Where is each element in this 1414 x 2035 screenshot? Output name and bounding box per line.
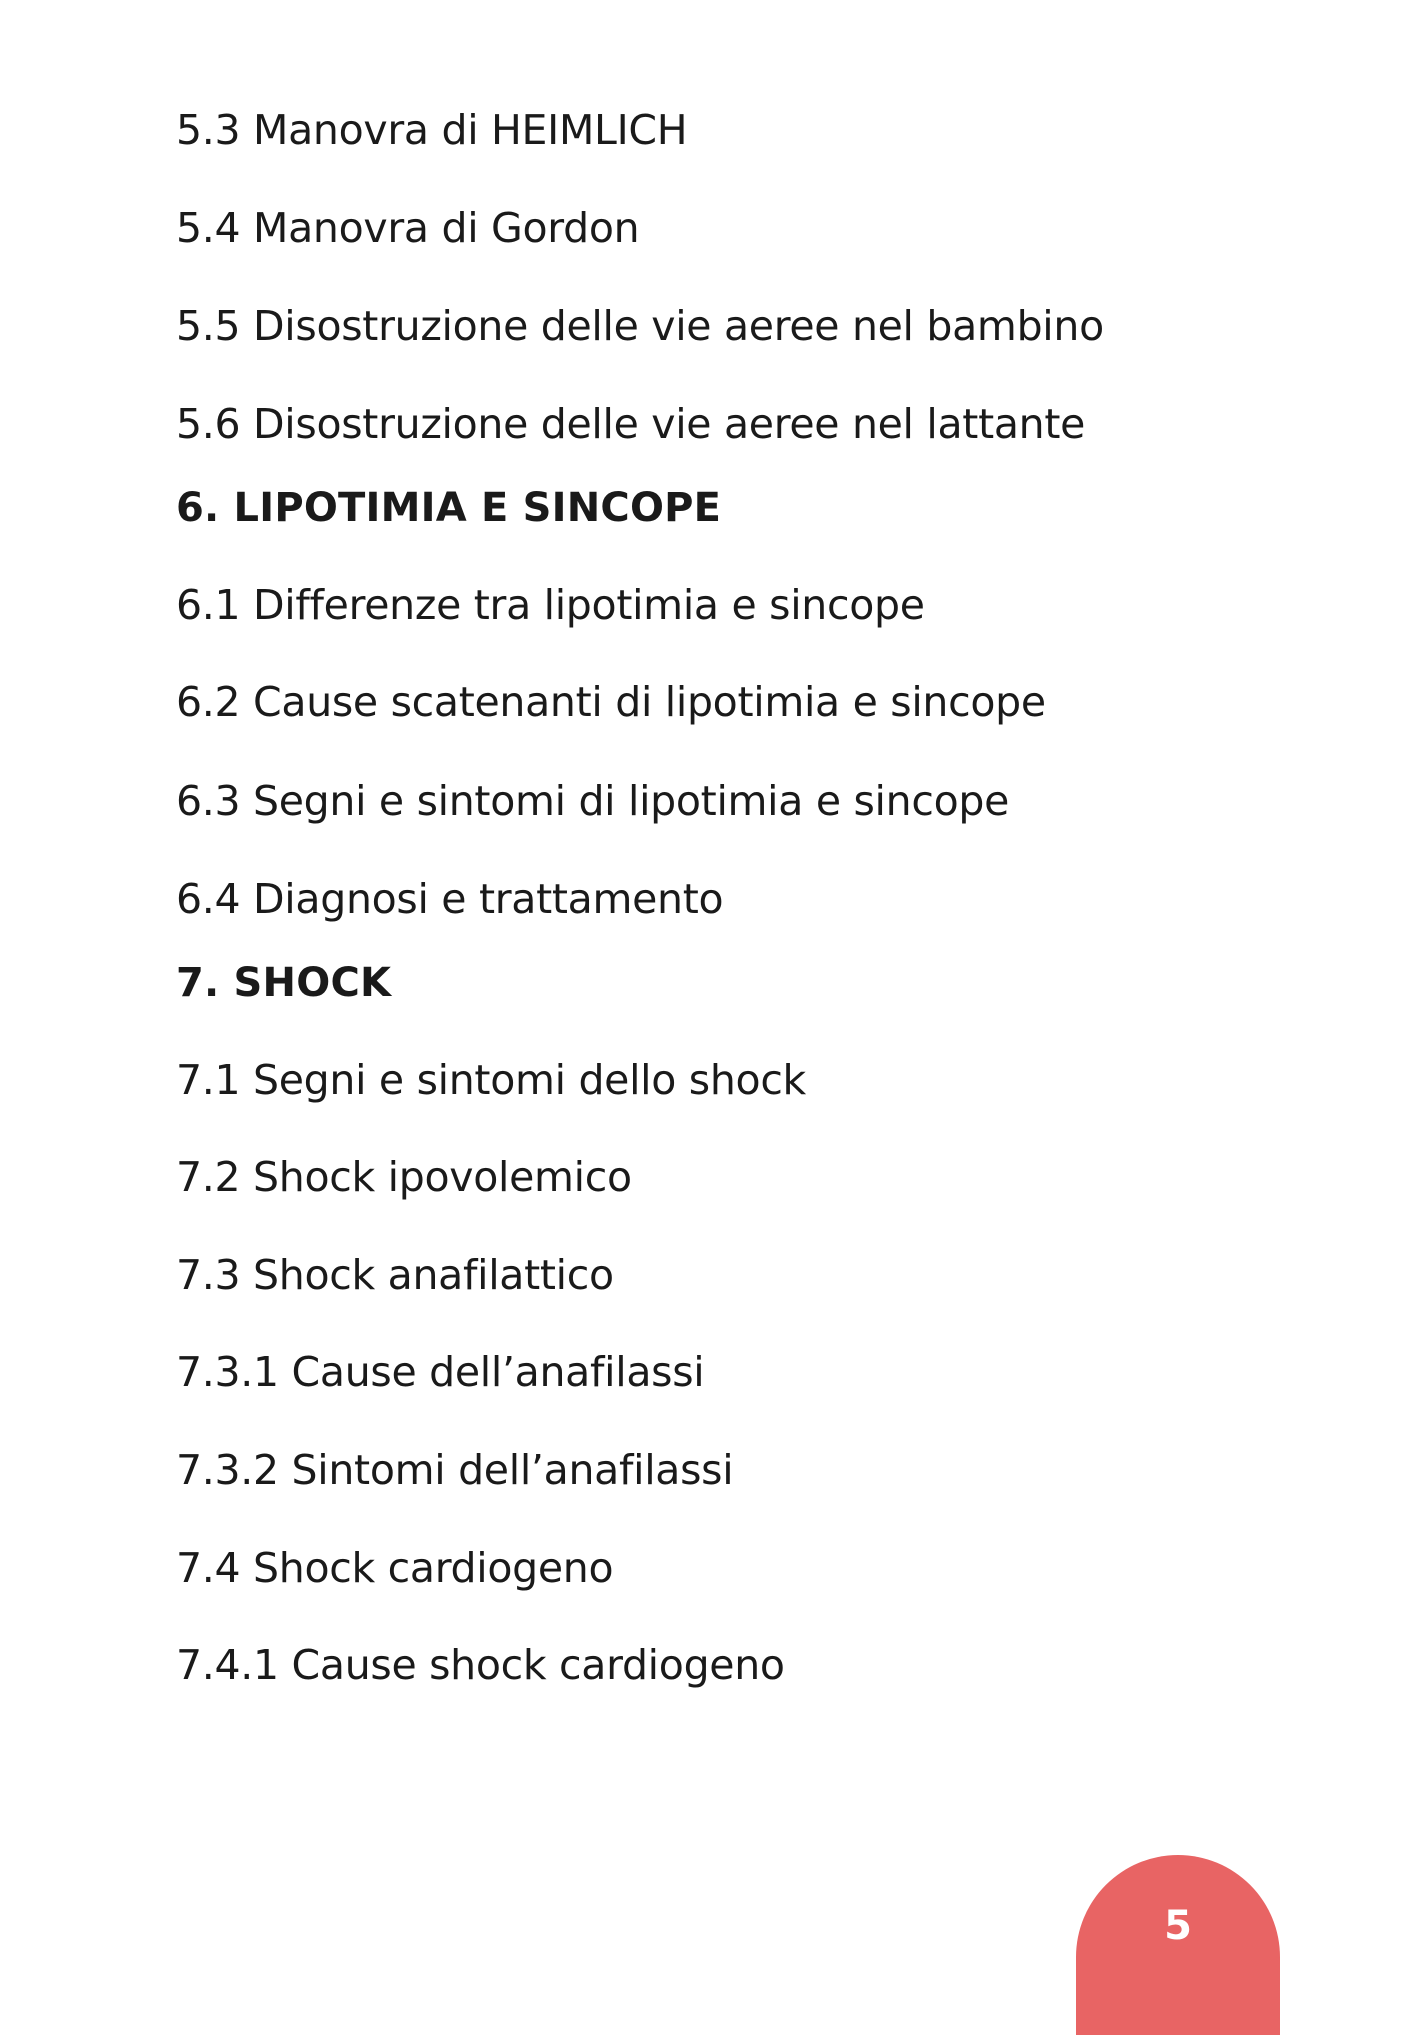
toc-entry: 6.3 Segni e sintomi di lipotimia e sincope <box>176 777 1010 825</box>
toc-entry: 7.1 Segni e sintomi dello shock <box>176 1056 807 1104</box>
toc-entry: 5.4 Manovra di Gordon <box>176 204 640 252</box>
page-number: 5 <box>1164 1903 1192 1949</box>
toc-entry: 7.4 Shock cardiogeno <box>176 1544 614 1592</box>
toc-section-heading: 6. LIPOTIMIA E SINCOPE <box>176 485 722 531</box>
toc-entry: 6.2 Cause scatenanti di lipotimia e sincope <box>176 678 1046 726</box>
toc-entry: 5.6 Disostruzione delle vie aeree nel lattante <box>176 400 1086 448</box>
toc-entry: 7.4.1 Cause shock cardiogeno <box>176 1641 785 1689</box>
toc-section-heading: 7. SHOCK <box>176 960 392 1006</box>
toc-entry: 5.3 Manovra di HEIMLICH <box>176 106 688 154</box>
toc-entry: 7.2 Shock ipovolemico <box>176 1153 632 1201</box>
toc-entry: 5.5 Disostruzione delle vie aeree nel bambino <box>176 302 1104 350</box>
toc-entry: 7.3.1 Cause dell’anafilassi <box>176 1348 705 1396</box>
toc-entry: 6.4 Diagnosi e trattamento <box>176 875 724 923</box>
toc-entry: 7.3.2 Sintomi dell’anafilassi <box>176 1446 734 1494</box>
page-number-tab <box>1076 1855 1280 2035</box>
toc-entry: 6.1 Differenze tra lipotimia e sincope <box>176 581 925 629</box>
toc-entry: 7.3 Shock anafilattico <box>176 1251 614 1299</box>
